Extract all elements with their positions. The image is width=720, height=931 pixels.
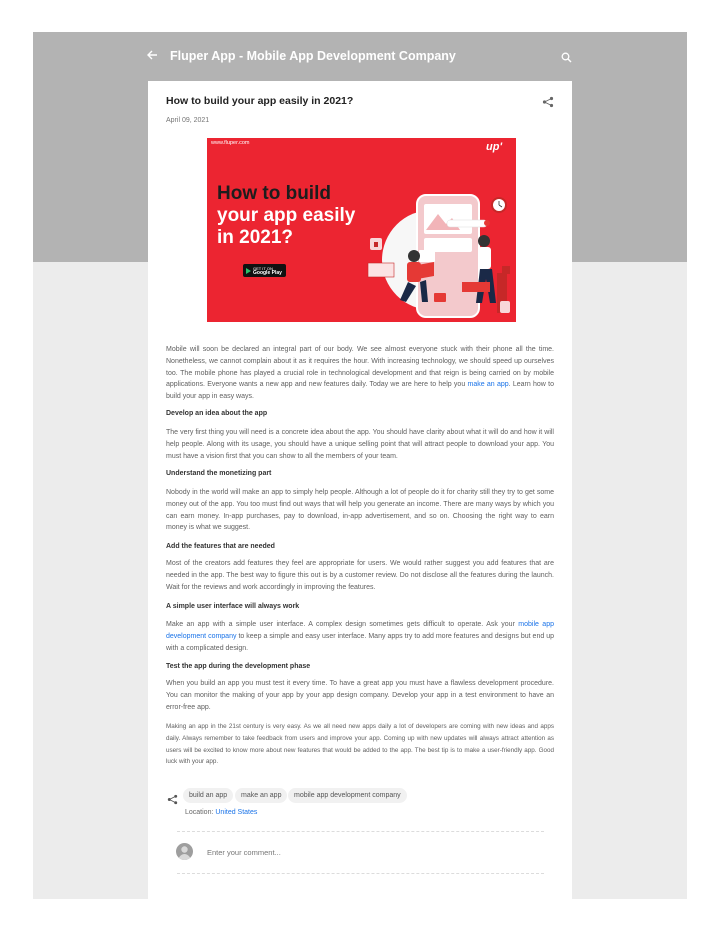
share-icon[interactable] — [542, 95, 554, 113]
intro-text-end: . Learn how to build your app in easy ways. — [166, 381, 554, 401]
hero-heading — [217, 183, 355, 249]
section-text: to keep a simple and easy user interface. Many apps try to add more features and designs but end up with a complicated design. — [166, 632, 555, 652]
divider — [177, 831, 544, 832]
label-chip[interactable]: build an app — [183, 788, 233, 803]
fluper-logo: up' — [486, 141, 503, 153]
hero-image — [207, 138, 516, 322]
intro-paragraph — [166, 344, 554, 403]
make-an-app-link[interactable]: make an app — [467, 381, 509, 389]
section-paragraph: The very first thing you will need is a concrete idea about the app. You should have clarity about what it will do and how it will help people. Along with its usage, you should have a unique selling point that will attract people to download your app. You must have a vision first that you can show to all the members of your team. — [166, 429, 554, 460]
section-text: Make an app with a simple user interface. A complex design sometimes gets difficult to operate. Ask your — [166, 621, 519, 628]
intro-text: Mobile will soon be declared an integral part of our body. We see almost everyone stuck with their phone all the time. Nonetheless, we cannot complain about it as it requires the hour. With increasing technology, we should speed up ourselves too. The mobile phone has played a crucial role in technological development and that reign is being carried on by mobile applications. Everyone wants a new app and new features daily. Today we are here to help you — [166, 346, 554, 389]
label-chip[interactable]: make an app — [235, 788, 287, 803]
hero-heading-line: your app easily — [217, 205, 356, 226]
hero-url-text: www.fluper.com — [211, 140, 250, 146]
divider — [177, 873, 544, 874]
comment-input[interactable] — [203, 845, 541, 859]
section-paragraph: When you build an app you must test it every time. To have a great app you must have a flawless development procedure. You can monitor the making of your app by your app design company. Develop your app in a test environment to have an error-free app. — [166, 680, 554, 711]
closing-paragraph: Making an app in the 21st century is very easy. As we all need new apps daily a lot of developers are coming with new ideas and apps daily. Always remember to take feedback from users and improve your app. Coming up with new updates will always attract attention as users will be excited to know more about new features that would be added to the app. The best tip is to make a user-friendly app. Good luck with your app. — [166, 723, 554, 766]
search-icon[interactable] — [561, 50, 572, 68]
hero-heading-line: in 2021? — [217, 227, 294, 248]
location — [185, 809, 257, 816]
section-paragraph: Nobody in the world will make an app to simply help people. Although a lot of people do it for charity still they try to get some money out of the app. You too must find out ways that will help you generate an income. There are many ways by which you can earn money. In-app purchases, pay to download, in-app advertisement, and so on. Choosing the right way to earn money is what we suggest. — [166, 489, 554, 532]
location-link[interactable]: United States — [215, 809, 258, 816]
phone-illustration — [362, 178, 512, 322]
user-avatar-icon — [176, 843, 193, 860]
section-heading: Develop an idea about the app — [166, 410, 268, 417]
google-play-badge — [243, 264, 286, 277]
share-icon[interactable] — [167, 792, 178, 810]
mobile-app-development-company-link[interactable]: mobile app development company — [166, 621, 554, 640]
section-paragraph: Most of the creators add features they feel are appropriate for users. We would rather suggest you add features that are needed in the app. The best way to figure this out is by a customer review. Do not disclose all the features during the launch. Wait for the reviews and work accordingly in improving the features. — [166, 560, 554, 591]
arrow-left-icon[interactable] — [146, 48, 158, 64]
post-date[interactable]: April 09, 2021 — [166, 117, 210, 124]
section-heading: Understand the monetizing part — [166, 470, 272, 477]
blog-title[interactable]: Fluper App - Mobile App Development Company — [170, 49, 456, 63]
hero-heading-line: How to build — [217, 183, 331, 204]
section-paragraph — [166, 619, 554, 654]
badge-small-text: GET IT ON — [253, 266, 273, 271]
post-title[interactable]: How to build your app easily in 2021? — [166, 95, 354, 107]
section-heading: A simple user interface will always work — [166, 603, 300, 610]
section-heading: Test the app during the development phase — [166, 663, 311, 670]
label-chip[interactable]: mobile app development company — [288, 788, 407, 803]
google-play-icon — [246, 268, 251, 274]
section-heading: Add the features that are needed — [166, 543, 275, 550]
location-label: Location: — [185, 809, 214, 816]
badge-big-text: Google Play — [253, 270, 282, 276]
